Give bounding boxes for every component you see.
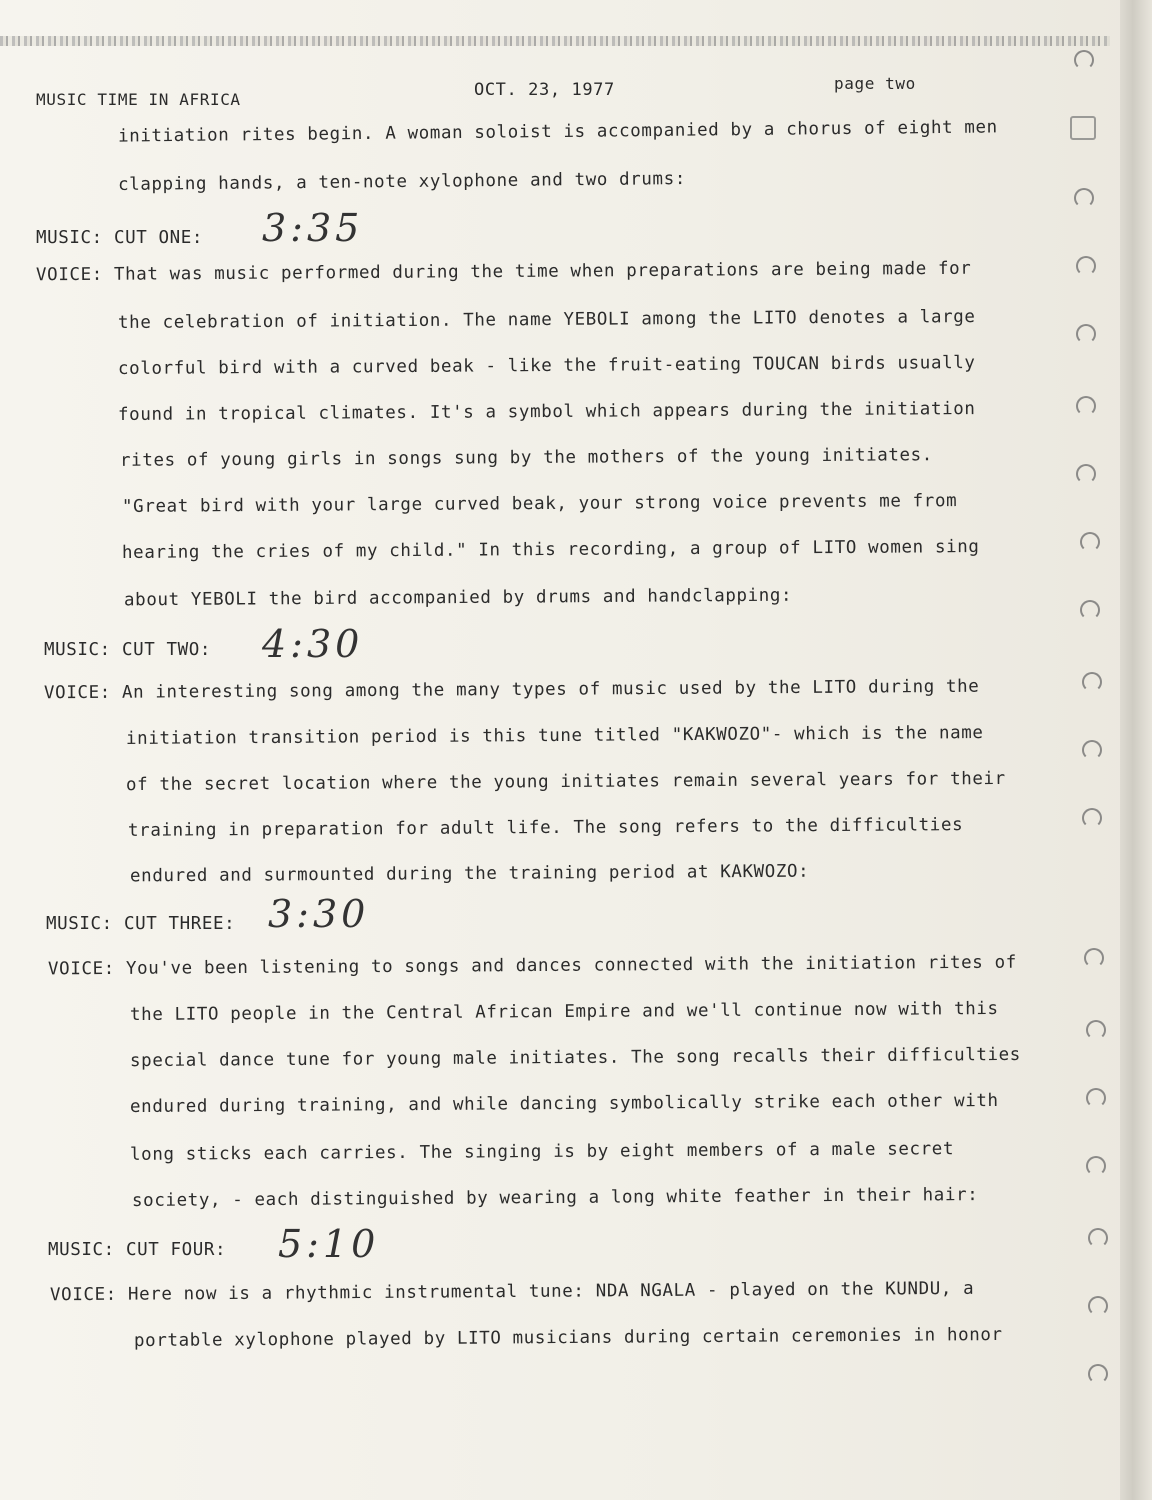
script-line: society, - each distinguished by wearing a long white feather in their hair: (131, 1185, 979, 1211)
binder-hole-icon (1076, 396, 1096, 416)
binder-hole-icon (1084, 948, 1104, 968)
page-label: page two (834, 74, 916, 93)
program-title: MUSIC TIME IN AFRICA (36, 90, 241, 109)
handwritten-time: 4:30 (262, 622, 364, 666)
handwritten-time: 3:30 (268, 892, 370, 936)
script-line: about YEBOLI the bird accompanied by drums and handclapping: (123, 585, 793, 611)
script-line: the celebration of initiation. The name YEBOLI among the LITO denotes a large (117, 307, 976, 333)
voice-line: VOICE: An interesting song among the many types of music used by the LITO during the (43, 676, 980, 704)
handwritten-time: 5:10 (278, 1222, 380, 1266)
binder-hole-icon (1082, 808, 1102, 828)
binder-hole-icon (1074, 50, 1094, 70)
staple-mark-icon (1070, 116, 1096, 140)
music-cue: MUSIC: CUT ONE: (36, 228, 204, 248)
script-line: training in preparation for adult life. The song refers to the difficulties (127, 815, 964, 841)
binder-hole-icon (1074, 188, 1094, 208)
binder-hole-icon (1076, 324, 1096, 344)
binder-hole-icon (1088, 1296, 1108, 1316)
binder-hole-icon (1082, 672, 1102, 692)
music-cue: MUSIC: CUT TWO: (44, 640, 212, 660)
music-cue: MUSIC: CUT THREE: (46, 914, 236, 934)
torn-top-edge (0, 36, 1110, 46)
script-line: initiation transition period is this tune titled "KAKWOZO"- which is the name (125, 723, 984, 749)
script-line: found in tropical climates. It's a symbol which appears during the initiation (117, 399, 976, 425)
binding-edge (1120, 0, 1152, 1500)
handwritten-time: 3:35 (262, 206, 364, 250)
script-line: portable xylophone played by LITO musicians during certain ceremonies in honor (133, 1324, 1003, 1352)
voice-line: VOICE: You've been listening to songs and dances connected with the initiation rites of (47, 952, 1017, 980)
script-line: hearing the cries of my child." In this recording, a group of LITO women sing (121, 537, 980, 563)
binder-hole-icon (1080, 600, 1100, 620)
broadcast-date: OCT. 23, 1977 (474, 80, 615, 100)
binder-hole-icon (1086, 1088, 1106, 1108)
script-line: endured during training, and while dancing symbolically strike each other with (129, 1090, 999, 1118)
script-line: initiation rites begin. A woman soloist is accompanied by a chorus of eight men (117, 117, 998, 147)
binder-hole-icon (1086, 1156, 1106, 1176)
music-cue: MUSIC: CUT FOUR: (48, 1240, 227, 1260)
binder-hole-icon (1080, 532, 1100, 552)
voice-line: VOICE: Here now is a rhythmic instrumental tune: NDA NGALA - played on the KUNDU, a (49, 1278, 975, 1306)
script-line: colorful bird with a curved beak - like the fruit-eating TOUCAN birds usually (117, 353, 976, 379)
script-line: long sticks each carries. The singing is by eight members of a male secret (129, 1139, 955, 1165)
script-line: clapping hands, a ten-note xylophone and two drums: (117, 169, 687, 195)
binder-hole-icon (1088, 1228, 1108, 1248)
binder-hole-icon (1088, 1364, 1108, 1384)
voice-line: VOICE: That was music performed during the time when preparations are being made for (35, 258, 972, 286)
binder-hole-icon (1076, 464, 1096, 484)
script-line: "Great bird with your large curved beak, your strong voice prevents me from (121, 491, 958, 517)
script-line: rites of young girls in songs sung by the mothers of the young initiates. (119, 445, 933, 471)
binder-hole-icon (1086, 1020, 1106, 1040)
binder-hole-icon (1082, 740, 1102, 760)
script-line: of the secret location where the young initiates remain several years for their (125, 768, 1006, 796)
script-line: the LITO people in the Central African Empire and we'll continue now with this (129, 998, 999, 1026)
script-line: special dance tune for young male initiates. The song recalls their difficulties (129, 1044, 1021, 1072)
binder-hole-icon (1076, 256, 1096, 276)
script-line: endured and surmounted during the training period at KAKWOZO: (129, 861, 810, 887)
